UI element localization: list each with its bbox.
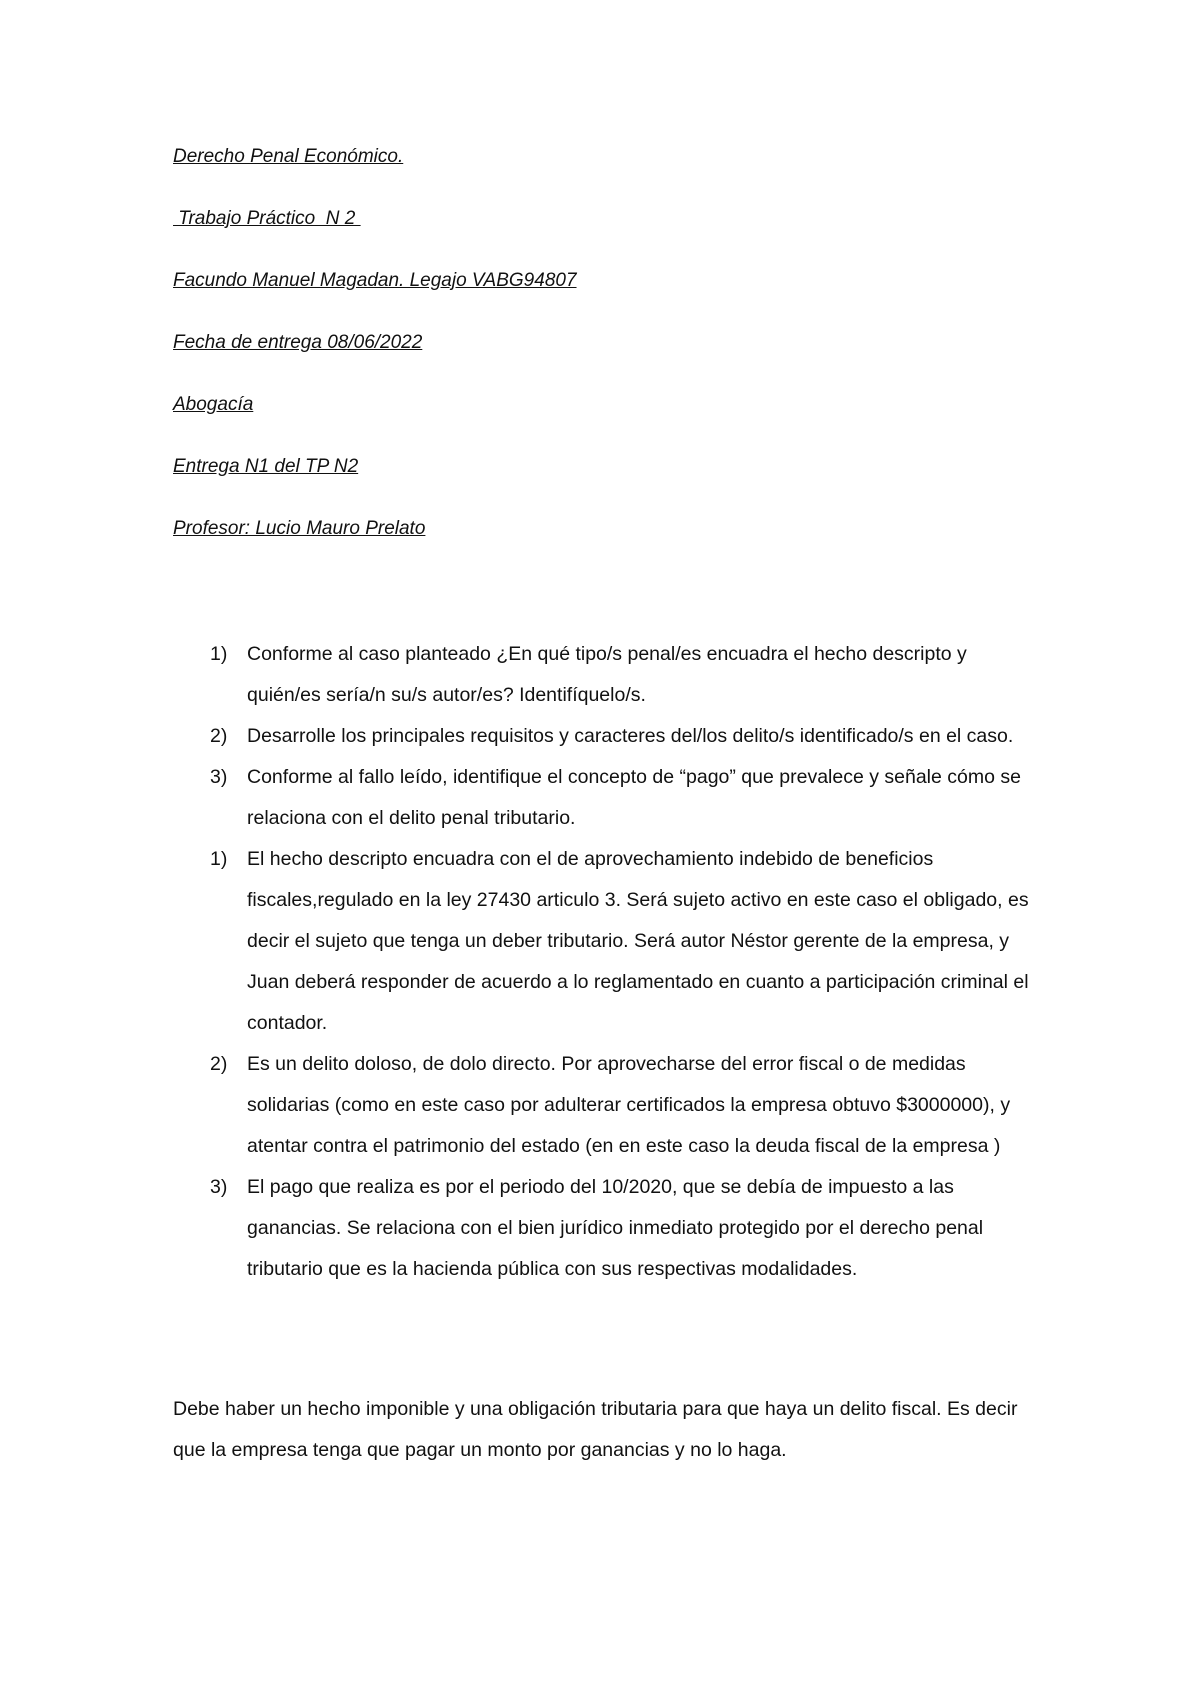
- question-item: [210, 634, 1040, 716]
- document-header: [173, 146, 1073, 580]
- answer-item: [210, 1044, 1040, 1167]
- course-title: Derecho Penal Económico.: [173, 146, 404, 167]
- student-name: Facundo Manuel Magadan. Legajo VABG94807: [173, 270, 577, 291]
- due-date: Fecha de entrega 08/06/2022: [173, 332, 423, 353]
- answer-number: 3): [210, 1176, 228, 1198]
- answer-item: [210, 839, 1040, 1044]
- question-number: 1): [210, 643, 228, 665]
- answer-number: 2): [210, 1053, 228, 1075]
- submission-label: Entrega N1 del TP N2: [173, 456, 359, 477]
- answer-text: Es un delito doloso, de dolo directo. Por aprovecharse del error fiscal o de medidas solidarias (como en este caso por adulterar certificados la empresa obtuvo $3000000), y atentar contra el patrimonio del estado (en en este caso la deuda fiscal de la empresa ): [247, 1053, 1011, 1157]
- question-text: Conforme al caso planteado ¿En qué tipo/s penal/es encuadra el hecho descripto y quién/es sería/n su/s autor/es? Identifíquelo/s.: [247, 643, 967, 706]
- answer-text: El pago que realiza es por el periodo del 10/2020, que se debía de impuesto a las ganancias. Se relaciona con el bien jurídico inmediato protegido por el derecho penal tributario que es la hacienda pública con sus respectivas modalidades.: [247, 1176, 984, 1280]
- answer-number: 1): [210, 848, 228, 870]
- question-item: [210, 757, 1040, 839]
- numbered-content: [210, 634, 1040, 1290]
- professor-name: Profesor: Lucio Mauro Prelato: [173, 518, 426, 539]
- degree: Abogacía: [173, 394, 254, 415]
- question-item: [210, 716, 1040, 757]
- question-number: 3): [210, 766, 228, 788]
- question-text: Desarrolle los principales requisitos y caracteres del/los delito/s identificado/s en el caso.: [247, 725, 1014, 747]
- answer-text: El hecho descripto encuadra con el de aprovechamiento indebido de beneficios fiscales,regulado en la ley 27430 articulo 3. Será sujeto activo en este caso el obligado, es decir el sujeto que tenga un deber tributario. Será autor Néstor gerente de la empresa, y Juan deberá responder de acuerdo a lo reglamentado en cuanto a participación criminal el contador.: [247, 848, 1029, 1034]
- closing-paragraph: Debe haber un hecho imponible y una obligación tributaria para que haya un delito fiscal. Es decir que la empresa tenga que pagar un monto por ganancias y no lo haga.: [173, 1398, 1018, 1461]
- question-text: Conforme al fallo leído, identifique el concepto de “pago” que prevalece y señale cómo se relaciona con el delito penal tributario.: [247, 766, 1021, 829]
- question-number: 2): [210, 725, 228, 747]
- assignment-title: Trabajo Práctico N 2: [173, 208, 361, 229]
- answer-item: [210, 1167, 1040, 1290]
